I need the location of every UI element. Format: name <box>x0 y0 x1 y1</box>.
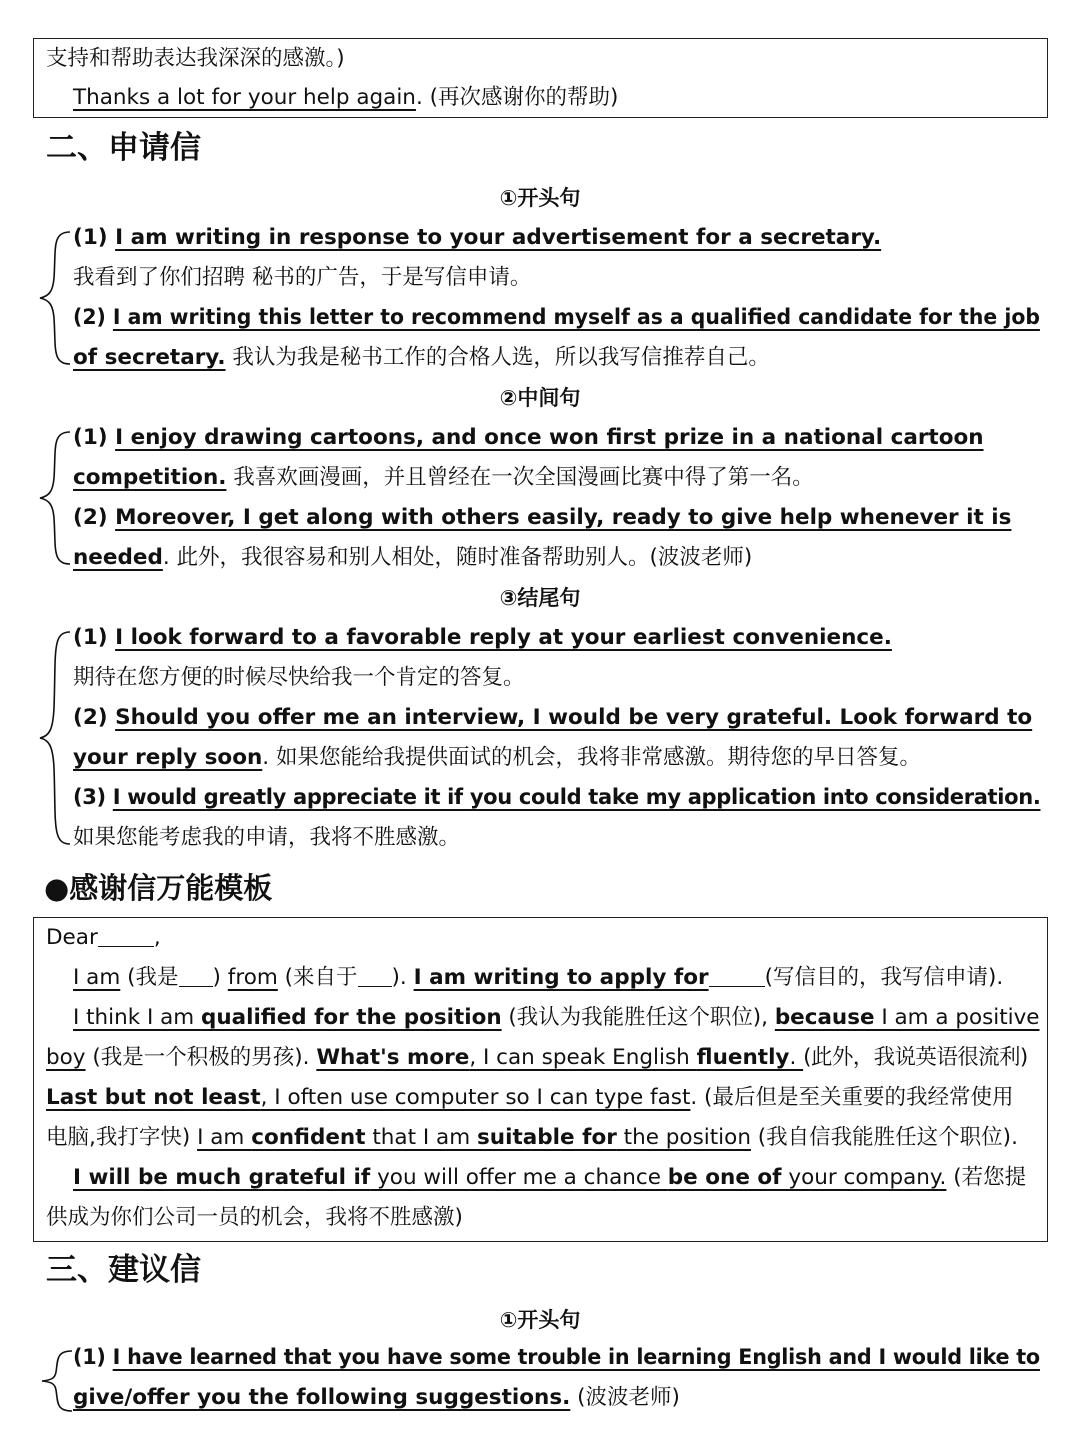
suggestion-s1-en-a: I have learned that you have some trouble in learning English and I would like to <box>112 1345 1040 1370</box>
top-box-line-1: 支持和帮助表达我深深的感激。) <box>46 46 345 71</box>
opening-s2-zh: 我认为我是秘书工作的合格人选，所以我写信推荐自己。 <box>225 345 770 370</box>
template-title: ●感谢信万能模板 <box>44 871 273 905</box>
blank-position <box>709 964 765 987</box>
left-brace-icon <box>36 628 76 848</box>
middle-s2-zh: . 此外，我很容易和别人相处，随时准备帮助别人。(波波老师) <box>162 545 753 570</box>
section-title-suggestion-letter: 三、建议信 <box>46 1252 201 1288</box>
num-1: (1) <box>73 425 116 450</box>
section-title-application-letter: 二、申请信 <box>46 130 201 166</box>
left-brace-icon <box>36 428 76 568</box>
template-line-7 <box>73 1158 1026 1198</box>
confident-zh: (我自信我能胜任这个职位). <box>750 1125 1018 1150</box>
num-1: (1) <box>73 225 116 250</box>
opening-s1 <box>73 218 881 258</box>
writing-to-apply: I am writing to apply for <box>413 965 709 990</box>
suggestion-s1-zh: (波波老师) <box>570 1385 680 1410</box>
subheading-middle: ②中间句 <box>499 386 581 410</box>
type-fast-zh: . (最后但是至关重要的我经常使用 <box>690 1085 1014 1110</box>
middle-s1-line2 <box>73 458 814 498</box>
from-word: from <box>227 965 278 990</box>
blank-origin <box>358 964 392 987</box>
opening-s1-zh: 我看到了你们招聘 秘书的广告，于是写信申请。 <box>73 265 532 290</box>
computer-zh: 电脑,我打字快) <box>46 1125 198 1150</box>
middle-s2-en-a: Moreover, I get along with others easily, ready to give help whenever it is <box>115 505 1012 530</box>
subheading-opening: ①开头句 <box>499 1308 581 1332</box>
period: . <box>789 1045 804 1070</box>
left-brace-icon <box>36 228 76 368</box>
template-line-3 <box>73 998 1039 1038</box>
grateful-zh: (若您提 <box>946 1165 1027 1190</box>
that-i-am: that I am <box>365 1125 477 1150</box>
top-box-line-2 <box>73 78 618 118</box>
dear-label: Dear <box>46 925 98 950</box>
i-am: I am <box>197 1125 252 1150</box>
blank-identity <box>179 964 213 987</box>
opening-s1-en: I am writing in response to your advertisement for a secretary. <box>115 225 882 250</box>
thanks-sentence: Thanks a lot for your help again <box>73 85 416 110</box>
middle-s2-line2 <box>73 538 752 578</box>
ending-s3-zh: 如果您能考虑我的申请，我将不胜感激。 <box>73 825 461 850</box>
template-line-2 <box>73 958 1003 998</box>
template-line-8: 供成为你们公司一员的机会，我将不胜感激) <box>46 1205 463 1230</box>
subheading-ending: ③结尾句 <box>499 586 581 610</box>
i-think: I think I am <box>73 1005 201 1030</box>
template-line-4 <box>46 1038 1028 1078</box>
paren-close: ) <box>212 965 228 990</box>
left-brace-icon <box>38 1348 78 1414</box>
positive-text: I am a positive <box>874 1005 1040 1030</box>
ending-s2 <box>73 698 1032 738</box>
ending-s2-en-b: your reply soon <box>73 745 263 770</box>
suggestion-s1 <box>73 1338 1040 1378</box>
middle-s1-zh: 我喜欢画漫画，并且曾经在一次全国漫画比赛中得了第一名。 <box>226 465 814 490</box>
num-1: (1) <box>73 625 116 650</box>
can-speak: , I can speak English <box>469 1045 697 1070</box>
blank-name <box>98 924 154 947</box>
type-fast: , I often use computer so I can type fast <box>260 1085 691 1110</box>
ending-s2-line2 <box>73 738 921 778</box>
boy-word: boy <box>46 1045 86 1070</box>
qualified-zh: (我认为我能胜任这个职位), <box>501 1005 775 1030</box>
num-2: (2) <box>73 705 116 730</box>
your-company: your company. <box>781 1165 947 1190</box>
middle-s2-en-b: needed <box>73 545 163 570</box>
suitable-for: suitable for <box>477 1125 617 1150</box>
template-line-5 <box>46 1078 1013 1118</box>
opening-s2-en-a: I am writing this letter to recommend myself as a qualified candidate for the job <box>112 305 1040 330</box>
i-am: I am <box>73 965 121 990</box>
fluently-zh: (此外，我说英语很流利) <box>803 1045 1028 1070</box>
middle-s1-en-b: competition. <box>73 465 227 490</box>
the-position: the position <box>616 1125 751 1150</box>
subheading-opening: ①开头句 <box>499 186 581 210</box>
last-but-not-least: Last but not least <box>46 1085 261 1110</box>
template-dear-line <box>46 918 161 958</box>
suggestion-s1-line2 <box>73 1378 680 1418</box>
because-word: because <box>774 1005 875 1030</box>
num-1: (1) <box>73 1345 113 1370</box>
much-grateful: I will be much grateful if <box>73 1165 371 1190</box>
ending-s1-zh: 期待在您方便的时候尽快给我一个肯定的答复。 <box>73 665 525 690</box>
middle-s2 <box>73 498 1011 538</box>
middle-s1 <box>73 418 984 458</box>
be-one-of: be one of <box>667 1165 782 1190</box>
i-am-zh: (我是 <box>120 965 179 990</box>
ending-s3 <box>73 778 1041 818</box>
ending-s3-en: I would greatly appreciate it if you could take my application into consideration. <box>112 785 1041 810</box>
num-2: (2) <box>73 505 116 530</box>
boy-zh: (我是一个积极的男孩). <box>85 1045 317 1070</box>
opening-s2 <box>73 298 1040 338</box>
suggestion-s1-en-b: give/offer you the following suggestions. <box>73 1385 571 1410</box>
whats-more: What's more <box>316 1045 470 1070</box>
confident-word: confident <box>251 1125 366 1150</box>
opening-s2-line2 <box>73 338 770 378</box>
ending-s1-en: I look forward to a favorable reply at your earliest convenience. <box>115 625 892 650</box>
template-line-6 <box>46 1118 1018 1158</box>
num-3: (3) <box>73 785 113 810</box>
ending-s2-zh: . 如果您能给我提供面试的机会，我将非常感激。期待您的早日答复。 <box>262 745 921 770</box>
fluently-word: fluently <box>696 1045 790 1070</box>
dear-comma: , <box>153 925 161 950</box>
num-2: (2) <box>73 305 113 330</box>
ending-s1 <box>73 618 892 658</box>
purpose-zh: (写信目的，我写信申请). <box>764 965 1004 990</box>
thanks-translation: . (再次感谢你的帮助) <box>415 85 619 110</box>
from-zh: (来自于 <box>277 965 358 990</box>
paren-close: ). <box>391 965 414 990</box>
qualified-phrase: qualified for the position <box>200 1005 502 1030</box>
opening-s2-en-b: of secretary. <box>73 345 226 370</box>
offer-chance: you will offer me a chance <box>370 1165 668 1190</box>
ending-s2-en-a: Should you offer me an interview, I would be very grateful. Look forward to <box>115 705 1033 730</box>
middle-s1-en-a: I enjoy drawing cartoons, and once won first prize in a national cartoon <box>115 425 984 450</box>
